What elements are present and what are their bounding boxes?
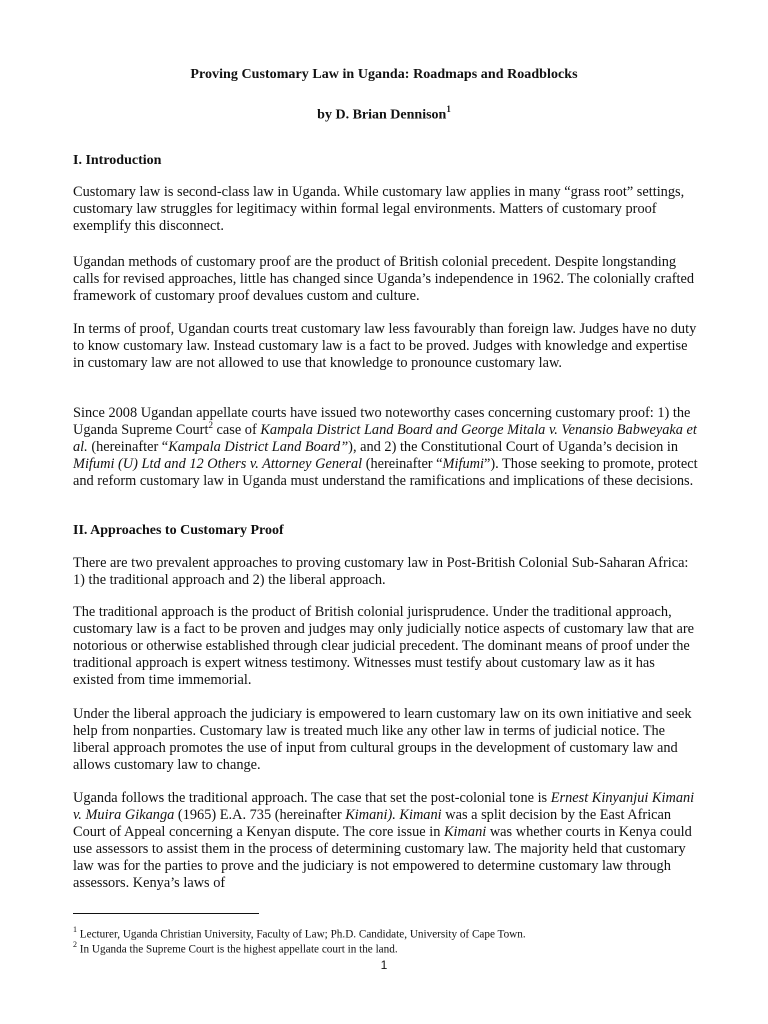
case-citation: Kimani	[443, 823, 487, 840]
text-run: ), and 2) the Constitutional Court of Uganda’s decision in	[348, 438, 679, 455]
paragraph	[73, 790, 698, 891]
author-name: by D. Brian Dennison	[317, 107, 447, 123]
author-byline	[0, 101, 768, 125]
text-run: ”). Those seeking to promote, protect and reform customary law in Uganda must understand the ramifications and implications of these decisions.	[73, 455, 698, 489]
paragraph: There are two prevalent approaches to proving customary law in Post-British Colonial Sub-Saharan Africa: 1) the traditional approach and 2) the liberal approach.	[73, 555, 689, 588]
footnote-text: In Uganda the Supreme Court is the highest appellate court in the land.	[77, 943, 398, 956]
footnote-text: Lecturer, Uganda Christian University, Faculty of Law; Ph.D. Candidate, University of Cape Town.	[77, 928, 526, 941]
text-run: (1965) E.A. 735 (hereinafter	[174, 806, 346, 823]
text-run: was whether courts in Kenya could use assessors to assist them in the process of determining customary law. The majority held that customary law was for the parties to prove and the judiciary is not empowered to determine customary law through assessors. Kenya’s laws of	[73, 823, 692, 891]
section-heading-introduction: I. Introduction	[73, 153, 162, 168]
paragraph: Customary law is second-class law in Uganda. While customary law applies in many “grass root” settings, customary law struggles for legitimacy within formal legal environments. Matters of customary proof exemplify this disconnect.	[73, 184, 685, 234]
case-citation: Ernest Kinyanjui Kimani v. Muira Gikanga	[73, 790, 695, 823]
footnote-mark: 1	[446, 104, 451, 114]
paragraph	[73, 405, 698, 490]
section-heading-approaches: II. Approaches to Customary Proof	[73, 523, 284, 538]
text-run: Since 2008 Ugandan appellate courts have issued two noteworthy cases concerning customary proof: 1) the Uganda Supreme Court	[73, 405, 691, 438]
paragraph: Under the liberal approach the judiciary is empowered to learn customary law on its own initiative and seek help from nonparties. Customary law is treated much like any other law in terms of judicial notice. The liberal approach promotes the use of input from cultural groups in the development of customary law and allows customary law to change.	[73, 706, 692, 773]
case-citation: Kimani). Kimani	[345, 806, 442, 823]
paragraph: Ugandan methods of customary proof are the product of British colonial precedent. Despite longstanding calls for revised approaches, little has changed since Uganda’s independence in 1962. The colonially crafted framework of customary proof devalues custom and culture.	[73, 254, 695, 304]
page-number: 1	[380, 958, 388, 972]
text-run: (hereinafter “	[362, 455, 443, 472]
footnote-mark: 2	[208, 420, 213, 431]
paragraph: In terms of proof, Ugandan courts treat customary law less favourably than foreign law. Judges have no duty to know customary law. Instead customary law is a fact to be proved. Judges with knowledge and expertise in customary law are not allowed to use that knowledge to pronounce customary law.	[73, 321, 697, 371]
text-run: was a split decision by the East African Court of Appeal concerning a Kenyan dispute. The core issue in	[73, 806, 672, 840]
case-citation: Kampala District Land Board”	[168, 438, 349, 455]
text-run: Uganda follows the traditional approach. The case that set the post-colonial tone is	[73, 790, 551, 806]
case-citation: Kampala District Land Board and George Mitala v. Venansio Babweyaka et al.	[73, 421, 697, 455]
text-run: (hereinafter “	[87, 438, 169, 455]
footnote-separator	[73, 913, 259, 914]
paragraph: The traditional approach is the product of British colonial jurisprudence. Under the traditional approach, customary law is a fact to be proven and judges may only judicially notice aspects of customary law that are notorious or otherwise established through clear judicial precedent. The dominant means of proof under the traditional approach is expert witness testimony. Witnesses must testify about customary law as it has existed from time immemorial.	[73, 604, 694, 688]
footnote-mark: 1	[73, 925, 77, 934]
footnote	[73, 939, 713, 957]
document-title: Proving Customary Law in Uganda: Roadmaps and Roadblocks	[190, 67, 578, 82]
case-citation: Mifumi (U) Ltd and 12 Others v. Attorney General	[73, 455, 363, 472]
case-citation: Mifumi	[442, 455, 484, 472]
footnote-mark: 2	[73, 940, 77, 949]
text-run: case of	[212, 421, 261, 438]
